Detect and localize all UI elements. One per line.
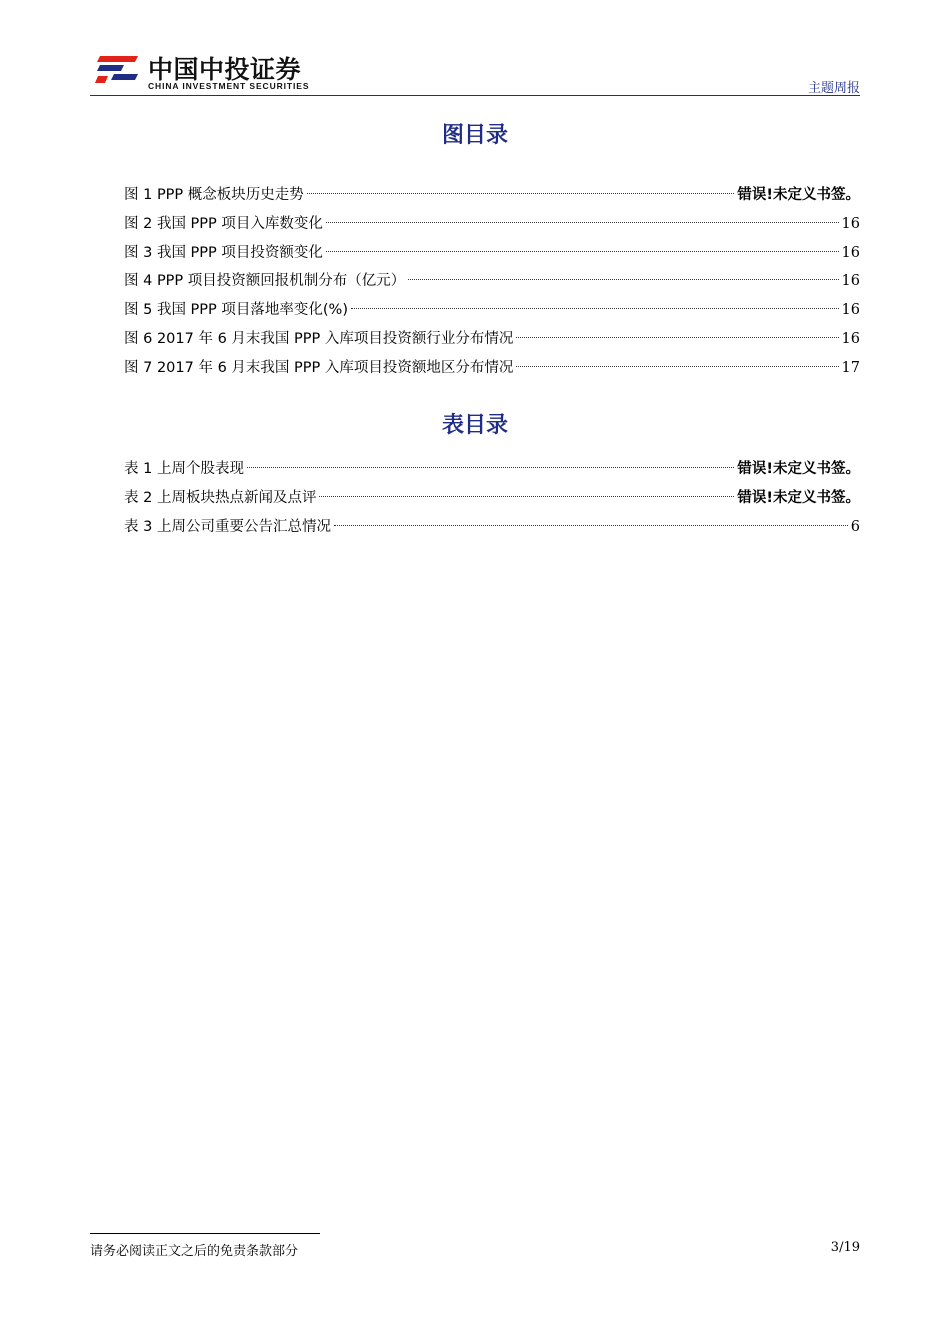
dot-leader (326, 222, 839, 223)
dot-leader (307, 193, 735, 194)
company-name-en: CHINA INVESTMENT SECURITIES (148, 81, 310, 91)
footer-divider (90, 1233, 320, 1234)
dot-leader (319, 496, 734, 497)
table-entry[interactable] (124, 484, 860, 513)
figure-entry-label: 图 3 我国 PPP 项目投资额变化 (124, 244, 323, 261)
figure-entry[interactable] (124, 210, 860, 239)
dot-leader (334, 525, 848, 526)
tables-toc-title: 表目录 (441, 413, 508, 438)
table-entry-label: 表 3 上周公司重要公告汇总情况 (124, 518, 331, 535)
dot-leader (408, 279, 838, 280)
table-entry-page: 6 (850, 518, 860, 535)
figure-entry[interactable] (124, 325, 860, 354)
figure-entry-page: 16 (841, 330, 860, 347)
figure-entry-page: 16 (841, 244, 860, 261)
company-name-cn: 中国中投证券 (148, 55, 302, 84)
figure-entry-label: 图 5 我国 PPP 项目落地率变化(%) (124, 302, 348, 318)
figure-entry[interactable] (124, 267, 860, 296)
table-entry[interactable] (124, 513, 860, 542)
report-type: 主题周报 (807, 81, 860, 96)
table-entry-page: 错误!未定义书签。 (737, 461, 860, 477)
figure-entry-label: 图 4 PPP 项目投资额回报机制分布（亿元） (124, 273, 406, 290)
figure-entry[interactable] (124, 181, 860, 210)
figure-entry-label: 图 2 我国 PPP 项目入库数变化 (124, 215, 323, 232)
dot-leader (351, 308, 839, 309)
header-divider (90, 95, 860, 96)
dot-leader (247, 467, 734, 468)
page-header (90, 48, 860, 98)
figure-entry-label: 图 1 PPP 概念板块历史走势 (124, 187, 304, 203)
dot-leader (516, 337, 838, 338)
figure-entry-page: 17 (841, 359, 860, 376)
table-entry-label: 表 1 上周个股表现 (124, 461, 244, 477)
figure-entry[interactable] (124, 354, 860, 383)
figure-entry[interactable] (124, 296, 860, 325)
page-number: 3/19 (830, 1240, 860, 1255)
table-entry[interactable] (124, 455, 860, 484)
tables-toc (124, 455, 860, 541)
company-logo-icon (94, 52, 142, 86)
dot-leader (326, 251, 839, 252)
dot-leader (516, 366, 838, 367)
figure-entry-page: 错误!未定义书签。 (737, 187, 860, 203)
footer-disclaimer: 请务必阅读正文之后的免责条款部分 (90, 1244, 299, 1259)
figure-entry-page: 16 (841, 273, 860, 290)
figure-entry-page: 16 (841, 215, 860, 232)
figure-entry-page: 16 (841, 302, 860, 318)
figure-entry-label: 图 7 2017 年 6 月末我国 PPP 入库项目投资额地区分布情况 (124, 359, 514, 376)
figure-entry-label: 图 6 2017 年 6 月末我国 PPP 入库项目投资额行业分布情况 (124, 330, 514, 347)
table-entry-page: 错误!未定义书签。 (737, 489, 860, 506)
figure-entry[interactable] (124, 239, 860, 268)
figures-toc-title: 图目录 (441, 123, 508, 148)
table-entry-label: 表 2 上周板块热点新闻及点评 (124, 489, 317, 506)
figures-toc (124, 181, 860, 382)
